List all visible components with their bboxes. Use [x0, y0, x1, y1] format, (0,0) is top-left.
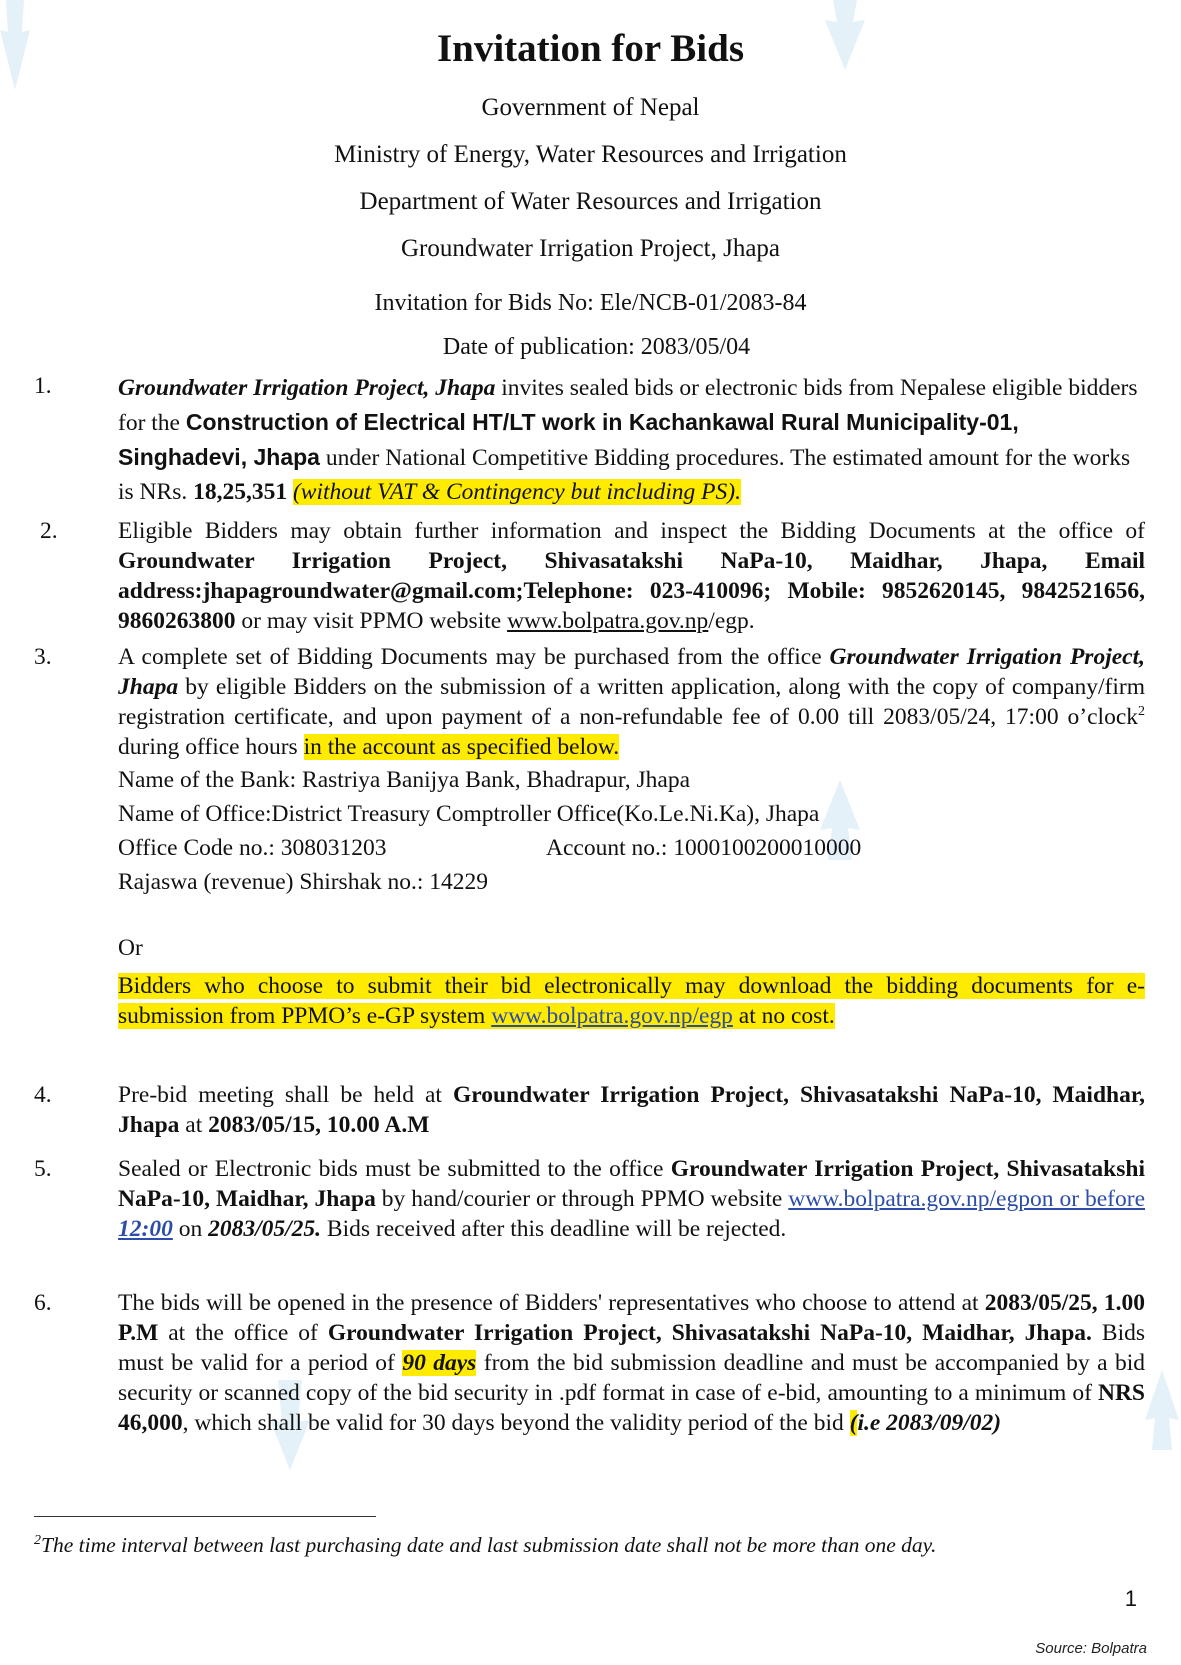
- office-contact: Groundwater Irrigation Project, Shivasatakshi NaPa-10, Maidhar, Jhapa, Email address:jhapagroundwater@gmail.com;Telephone: 023-410096; Mobile: 9852620145, 9842521656, 9860263800: [118, 548, 1145, 634]
- bank-name: Name of the Bank: Rastriya Banijya Bank, Bhadrapur, Jhapa: [118, 767, 691, 793]
- work-title: Construction of Electrical HT/LT work in Kachankawal Rural Municipality-01, Singhadevi, Jhapa: [118, 409, 1019, 470]
- e-submission-note: Bidders who choose to submit their bid electronically may download the bidding documents for e-submission from PPMO’s e-GP system www.bolpatra.gov.np/egp at no cost.: [118, 973, 1145, 1029]
- header-line-government: Government of Nepal: [481, 94, 700, 121]
- project-name: Groundwater Irrigation Project, Jhapa: [118, 375, 496, 401]
- item-number: 5.: [34, 1156, 52, 1182]
- footnote: $^2$The time interval between last purchasing date and last submission date shall not be more than one day.: [34, 1532, 937, 1557]
- pre-bid-datetime: 2083/05/15, 10.00 A.M: [208, 1112, 430, 1138]
- publication-date: Date of publication: 2083/05/04: [442, 334, 751, 360]
- list-item-5: Sealed or Electronic bids must be submitted to the office Groundwater Irrigation Project, Shivasatakshi NaPa-10, Maidhar, Jhapa by hand/courier or through PPMO website www.bolpatra.gov.np/egpon or before 12:00 on 2083/05/25. Bids received after this deadline will be rejected.: [118, 1156, 1145, 1242]
- or-separator: Or: [118, 935, 143, 961]
- item-number: 4.: [34, 1082, 52, 1108]
- item-number: 2.: [40, 518, 58, 544]
- egp-link[interactable]: www.bolpatra.gov.np/egp: [491, 1003, 733, 1029]
- list-item-2: Eligible Bidders may obtain further information and inspect the Bidding Documents at the office of Groundwater Irrigation Project, Shivasatakshi NaPa-10, Maidhar, Jhapa, Email address:jhapagroundwater@gmail.com;Telephone: 023-410096; Mobile: 9852620145, 9842521656, 9860263800 or may visit PPMO website www.bolpatra.gov.np/egp.: [118, 518, 1145, 634]
- ppmo-link[interactable]: www.bolpatra.gov.np: [507, 608, 709, 634]
- source-caption: Source: Bolpatra: [1035, 1640, 1147, 1657]
- account-number: Account no.: 1000100200010000: [546, 835, 862, 861]
- list-item-4: Pre-bid meeting shall be held at Groundwater Irrigation Project, Shivasatakshi NaPa-10, Maidhar, Jhapa at 2083/05/15, 10.00 A.M: [118, 1082, 1145, 1138]
- page-number: 1: [1124, 1586, 1137, 1611]
- list-item-1: Groundwater Irrigation Project, Jhapa invites sealed bids or electronic bids from Nepalese eligible bidders for the Construction of Electrical HT/LT work in Kachankawal Rural Municipality-01, Singhadevi, Jhapa under National Competitive Bidding procedures. The estimated amount for the works is NRs. 18,25,351 (without VAT & Contingency but including PS).: [118, 375, 1138, 505]
- header-line-ministry: Ministry of Energy, Water Resources and Irrigation: [334, 141, 847, 168]
- watermark-arrow-icon: [1145, 1370, 1179, 1450]
- page-title: Invitation for Bids: [436, 27, 744, 70]
- revenue-heading: Rajaswa (revenue) Shirshak no.: 14229: [118, 869, 489, 895]
- account-highlight: in the account as specified below.: [303, 734, 620, 760]
- project-name: Groundwater Irrigation Project, Jhapa: [118, 644, 1145, 700]
- footnote-divider: [34, 1516, 376, 1517]
- estimated-amount: 18,25,351: [193, 479, 288, 505]
- office-code: Office Code no.: 308031203: [118, 835, 387, 861]
- list-item-6: The bids will be opened in the presence of Bidders' representatives who choose to attend at 2083/05/25, 1.00 P.M at the office of Groundwater Irrigation Project, Shivasatakshi NaPa-10, Maidhar, Jhapa. Bids must be valid for a period of 90 days from the bid submission deadline and must be accompanied by a bid security or scanned copy of the bid security in .pdf format in case of e-bid, amounting to a minimum of NRS 46,000, which shall be valid for 30 days beyond the validity period of the bid (i.e 2083/09/02): [118, 1290, 1145, 1436]
- office-name: Name of Office:District Treasury Comptroller Office(Ko.Le.Ni.Ka), Jhapa: [118, 801, 820, 827]
- egp-link[interactable]: www.bolpatra.gov.np/egpon or before 12:00: [118, 1186, 1145, 1242]
- opening-datetime: 2083/05/25, 1.00 P.M: [118, 1290, 1145, 1346]
- submission-deadline: 2083/05/25.: [208, 1216, 322, 1242]
- security-validity-date: i.e 2083/09/02): [857, 1410, 1002, 1436]
- bid-security-amount: NRS 46,000: [118, 1380, 1145, 1436]
- item-number: 3.: [34, 644, 52, 670]
- item-number: 6.: [34, 1290, 52, 1316]
- amount-note: (without VAT & Contingency but including PS).: [292, 479, 741, 505]
- header-line-project: Groundwater Irrigation Project, Jhapa: [400, 235, 781, 262]
- ifb-number: Invitation for Bids No: Ele/NCB-01/2083-84: [374, 290, 807, 316]
- header-line-department: Department of Water Resources and Irrigation: [359, 188, 822, 215]
- validity-period: 90 days: [402, 1350, 477, 1376]
- item-number: 1.: [34, 373, 52, 399]
- list-item-3: A complete set of Bidding Documents may be purchased from the office Groundwater Irrigation Project, Jhapa by eligible Bidders on the submission of a written application, along with the copy of company/firm registration certificate, and upon payment of a non-refundable fee of 0.00 till 2083/05/24, 17:00 o’clock$^2$ during office hours in the account as specified below.: [118, 644, 1145, 760]
